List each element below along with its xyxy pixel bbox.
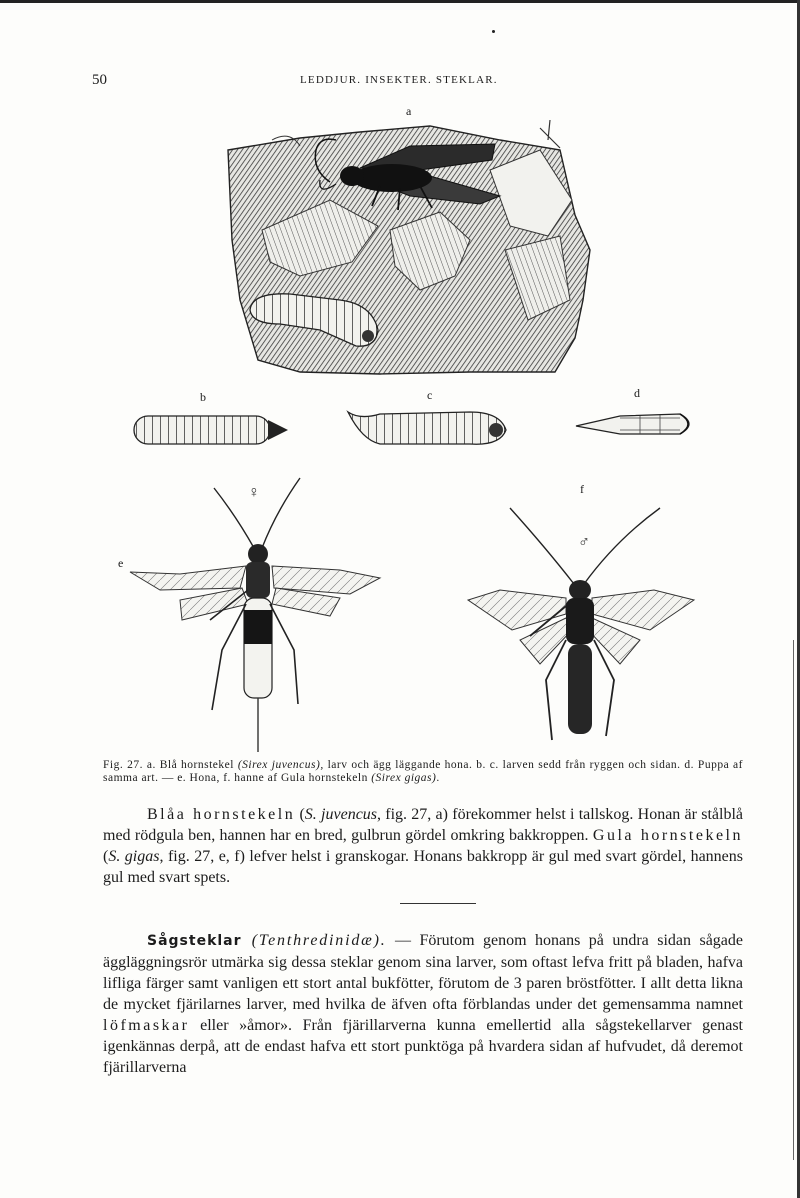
caption-text-3: .	[436, 772, 440, 784]
section-heading-sagsteklar: Sågsteklar	[147, 933, 242, 949]
page-number: 50	[92, 72, 107, 88]
family-name: (Tenthredinidæ).	[241, 932, 387, 949]
panel-c-larva-side	[348, 412, 506, 444]
caption-species-1: (Sirex juvencus),	[237, 759, 324, 771]
panel-label-d: d	[634, 386, 640, 400]
figure-caption	[103, 759, 743, 785]
term-lofmaskar: löfmaskar	[103, 1017, 190, 1034]
paragraph-hornsteklar	[103, 804, 743, 888]
caption-text-1: Fig. 27. a. Blå hornstekel	[103, 759, 238, 771]
panel-e-sirex-gigas-female	[130, 478, 380, 752]
female-symbol: ♀	[248, 484, 260, 501]
term-blaa-hornstekeln: Blåa hornstekeln	[147, 806, 296, 823]
species-juvencus: S. juvencus	[304, 806, 378, 823]
para2-text-2: eller »åmor». Från fjärillarverna kunna emellertid alla sågstekellarver genast igenkännas derpå, att de endast hafva ett stort punktöga på hvardera sidan af hufvudet, då deremot fjärillarverna	[103, 1017, 743, 1076]
panel-d-pupa	[576, 414, 689, 434]
para1-text-1: (	[295, 806, 305, 823]
panel-b-larva-dorsal	[134, 416, 288, 444]
panel-label-f: f	[580, 482, 584, 496]
panel-label-e: e	[118, 556, 124, 570]
para1-text-3: (	[103, 848, 109, 865]
caption-species-2: (Sirex gigas)	[371, 772, 437, 784]
caption-text-2: larv och ägg läggande hona. b. c. larven sedd från ryggen och sidan. d. Puppa af samma art. — e. Hona, f. hanne af Gula hornstekeln	[103, 759, 743, 784]
para1-text-4: , fig. 27, e, f) lefver helst i granskogar. Honans bakkropp är gul med svart gördel, hannens gul med svart spets.	[103, 848, 744, 886]
para1-text-2: , fig. 27, a) förekommer helst i tallskog. Honan är stålblå med rödgula ben, hannen har en bred, gulbrun gördel omkring bakkroppen.	[103, 806, 743, 844]
male-symbol: ♂	[578, 534, 590, 551]
panel-label-a: a	[406, 104, 412, 118]
panel-label-c: c	[427, 388, 433, 402]
paragraph-sagsteklar	[103, 930, 743, 1078]
para2-text-1: — Förutom genom honans på undra sidan sågade äggläggningsrör utmärka sig dessa steklar genom sina larver, som oftast lefva fritt på bladen, hafva lifliga färger samt vanligen ett stort antal bukfötter, förutom de 3 paren bröstfötter. I allt detta likna de mycket fjärilarnes larver, med hvilka de äfven ofta förblandas under det gemensamma namnet	[103, 932, 743, 1013]
panel-label-b: b	[200, 390, 206, 404]
term-gula-hornstekeln: Gula hornstekeln	[592, 827, 744, 844]
species-gigas: S. gigas	[108, 848, 160, 865]
running-head: LEDDJUR. INSEKTER. STEKLAR.	[300, 74, 498, 86]
section-divider	[400, 903, 476, 904]
